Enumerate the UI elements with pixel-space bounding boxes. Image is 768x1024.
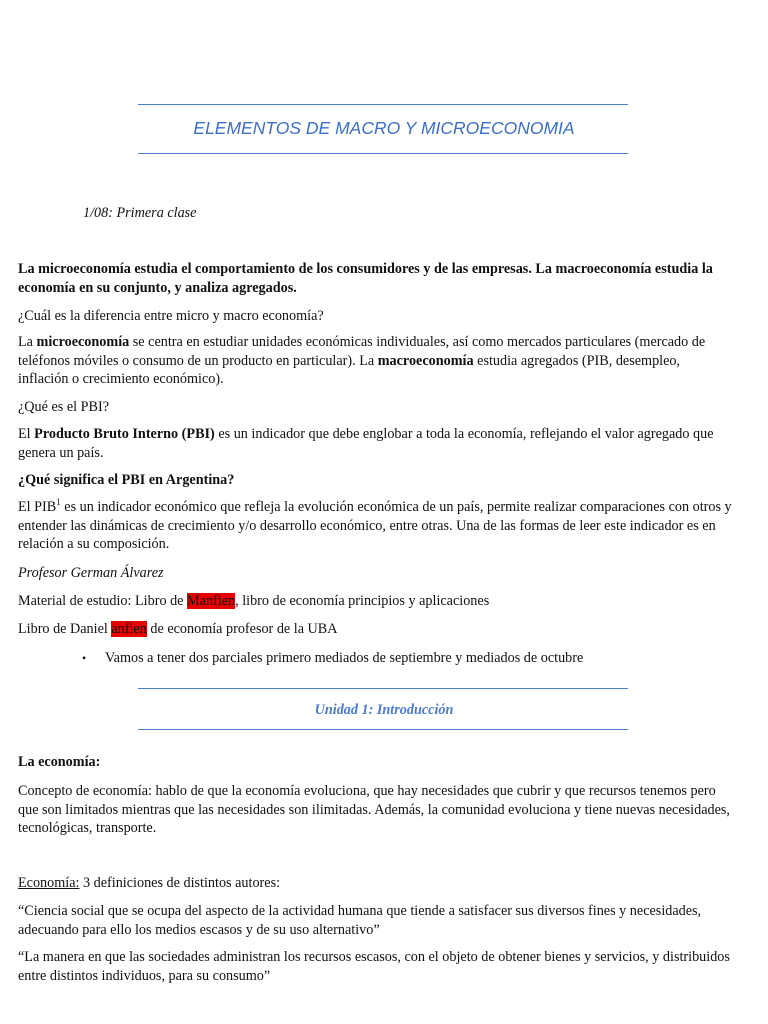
question-pbi: ¿Qué es el PBI? — [18, 399, 110, 415]
question-difference: ¿Cuál es la diferencia entre micro y macro economía? — [18, 308, 324, 324]
bullet-item: Vamos a tener dos parciales primero mediados de septiembre y mediados de octubre — [105, 650, 584, 666]
footnote-marker: 1 — [56, 497, 61, 507]
bold-term-macro: macroeconomía — [377, 352, 474, 369]
book-line — [18, 620, 733, 639]
definition-quote-2: “La manera en que las sociedades administran los recursos escasos, con el objeto de obtener bienes y servicios, y distribuidos entre distintos individuos, para su consumo” — [18, 949, 730, 984]
material-text: , libro de economía principios y aplicaciones — [235, 593, 490, 609]
title-top-rule — [138, 104, 628, 105]
answer-pbi-argentina — [18, 498, 733, 554]
answer-text: se centra en estudiar unidades económicas individuales, así como mercados particulares (mercado de teléfonos móviles o consumo de un producto en particular). La — [18, 334, 706, 369]
material-text: Material de estudio: Libro de — [18, 593, 188, 609]
highlighted-word: anfien — [111, 621, 147, 637]
definitions-label: Economía: — [18, 875, 80, 891]
definitions-text: 3 definiciones de distintos autores: — [79, 875, 281, 891]
bold-term-pbi: Producto Bruto Interno (PBI) — [34, 426, 215, 442]
document-title: ELEMENTOS DE MACRO Y MICROECONOMIA — [193, 118, 575, 138]
highlighted-word: Manfien — [187, 593, 236, 609]
professor-line: Profesor German Álvarez — [18, 565, 164, 581]
book-text: de economía profesor de la UBA — [146, 621, 338, 637]
book-text: Libro de Daniel — [18, 621, 112, 637]
answer-text: El — [18, 426, 35, 442]
bold-term-micro: microeconomía — [36, 334, 130, 350]
answer-difference — [18, 333, 733, 389]
intro-paragraph: La microeconomía estudia el comportamiento de los consumidores y de las empresas. La macroeconomía estudia la economía en su conjunto, y analiza agregados. — [18, 261, 713, 296]
concept-paragraph: Concepto de economía: hablo de que la economía evoluciona, que hay necesidades que cubrir y que recursos tenemos pero que son limitados mientras que las necesidades son ilimitadas. Además, la comunidad evoluciona y tiene nuevas necesidades, tecnológicas, transporte. — [18, 783, 730, 836]
unit-bottom-rule — [138, 729, 628, 730]
answer-text: La — [18, 334, 37, 350]
answer-text: es un indicador económico que refleja la evolución económica de un país, permite realizar comparaciones con otros y entender las dinámicas de crecimiento y/o desarrollo económico, entre otras. Una de las formas de leer este indicador es en relación a su composición. — [18, 499, 732, 552]
answer-text: El PIB — [18, 499, 57, 515]
title-bottom-rule — [138, 153, 628, 154]
definition-quote-1: “Ciencia social que se ocupa del aspecto de la actividad humana que tiende a satisfacer sus diversos fines y necesidades, adecuando para ello los medios escasos y de su uso alternativo” — [18, 903, 702, 938]
answer-text: es un indicador que debe englobar a toda la economía, reflejando el valor agregado que genera un país. — [18, 426, 714, 461]
unit-title: Unidad 1: Introducción — [314, 702, 454, 718]
date-line: 1/08: Primera clase — [83, 205, 197, 221]
bullet-icon: • — [82, 651, 87, 665]
answer-text: estudia agregados (PIB, desempleo, inflación o crecimiento económico). — [18, 352, 681, 387]
definitions-line — [18, 874, 733, 893]
unit-top-rule — [138, 688, 628, 689]
answer-pbi — [18, 425, 733, 462]
section-heading: La economía: — [18, 754, 101, 770]
material-line — [18, 592, 733, 611]
question-pbi-argentina: ¿Qué significa el PBI en Argentina? — [18, 472, 235, 488]
